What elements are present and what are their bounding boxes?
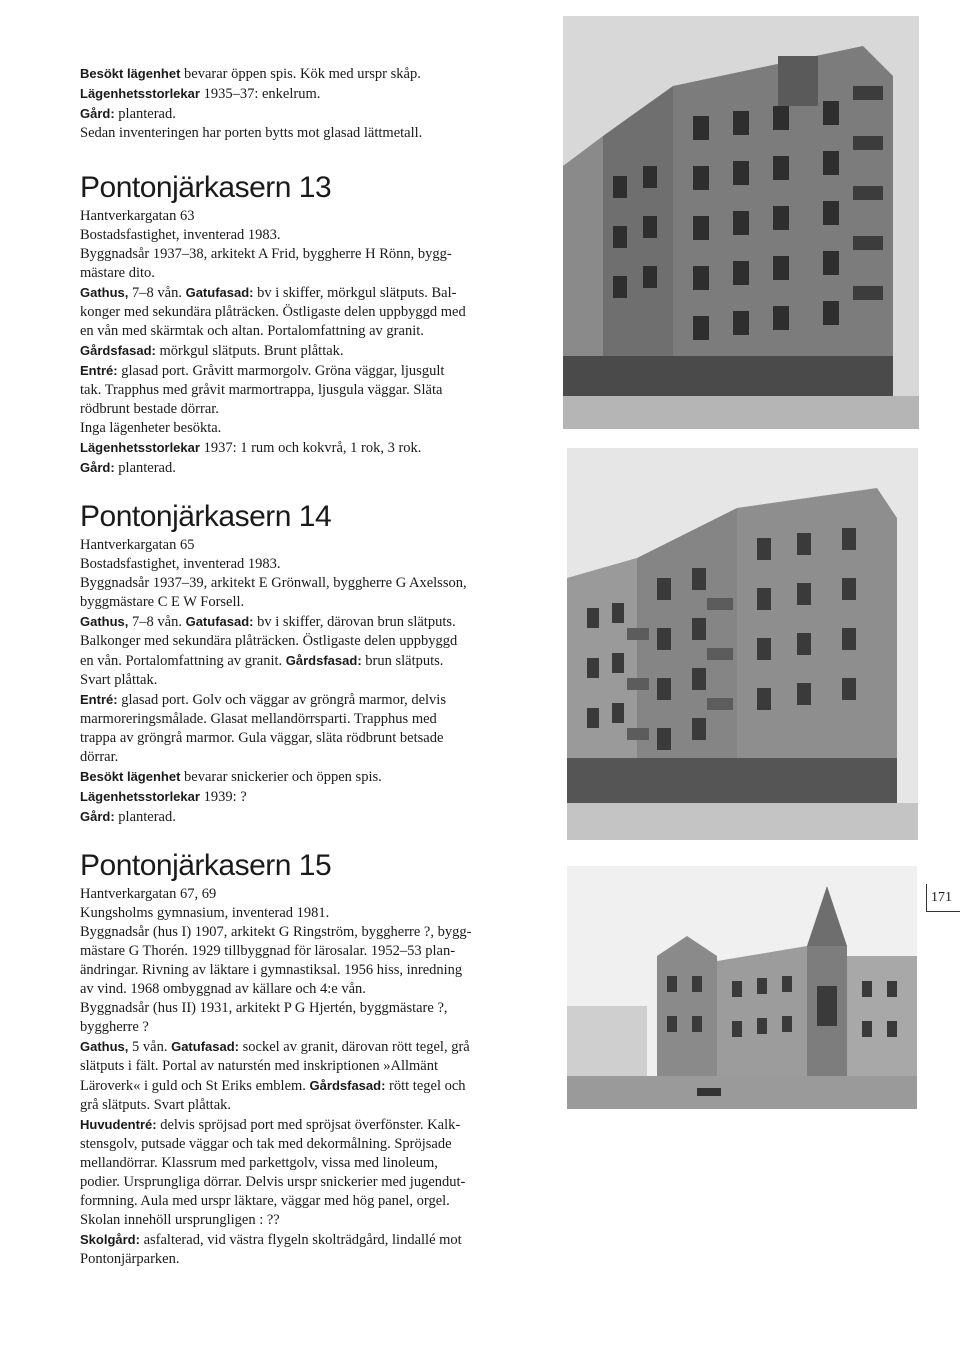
text-line (80, 961, 515, 980)
field-text: mästare G Thorén. 1929 tillbyggnad för lärosalar. 1952–53 plan- (80, 943, 456, 959)
text-line (80, 64, 515, 84)
intro-section (80, 64, 515, 143)
text-line (80, 419, 515, 438)
field-text: bv i skiffer, därovan brun slätputs. (253, 614, 456, 630)
field-text: Skolan innehöll ursprungligen : ?? (80, 1212, 280, 1228)
text-line (80, 1250, 515, 1269)
page-number: 171 (926, 884, 960, 912)
text-line (80, 264, 515, 283)
field-text: 5 vån. (128, 1039, 172, 1055)
field-text: marmoreringsmålade. Glasat mellandörrsparti. Trapphus med (80, 711, 437, 727)
text-line (80, 671, 515, 690)
field-text: bevarar snickerier och öppen spis. (180, 769, 382, 785)
field-label: Gårdsfasad: (309, 1078, 386, 1093)
field-text: dörrar. (80, 749, 119, 765)
text-line (80, 400, 515, 419)
field-text: Byggnadsår (hus I) 1907, arkitekt G Ringström, byggherre ?, bygg- (80, 924, 472, 940)
field-label: Lägenhetsstorlekar (80, 440, 200, 455)
text-line (80, 555, 515, 574)
field-text: trappa av gröngrå marmor. Gula väggar, släta rödbrunt betsade (80, 730, 444, 746)
field-text: Byggnadsår (hus II) 1931, arkitekt P G Hjertén, byggmästare ?, (80, 1000, 448, 1016)
field-text: mellandörrar. Klassrum med parkettgolv, vissa med linoleum, (80, 1155, 438, 1171)
field-label: Gård: (80, 106, 115, 121)
text-line (80, 1057, 515, 1076)
text-line (80, 1115, 515, 1135)
text-line (80, 904, 515, 923)
text-line (80, 787, 515, 807)
text-line (80, 1018, 515, 1037)
text-line (80, 84, 515, 104)
text-line (80, 690, 515, 710)
field-label: Besökt lägenhet (80, 66, 181, 81)
field-label: Skolgård: (80, 1232, 140, 1247)
field-text: planterad. (114, 106, 176, 122)
entry-pontonjarkasern-15 (80, 849, 515, 1269)
field-label: Gathus, (80, 1039, 129, 1054)
text-line (80, 574, 515, 593)
field-text: stensgolv, putsade väggar och tak med dekormålning. Spröjsade (80, 1136, 452, 1152)
field-label: Lägenhetsstorlekar (80, 789, 200, 804)
text-line (80, 923, 515, 942)
field-label: Gathus, (80, 614, 129, 629)
text-line (80, 612, 515, 632)
photo-pontonjarkasern-14 (567, 448, 918, 840)
field-label: Besökt lägenhet (80, 769, 181, 784)
text-line (80, 245, 515, 264)
text-line (80, 729, 515, 748)
field-text: Byggnadsår 1937–39, arkitekt E Grönwall, byggherre G Axelsson, (80, 575, 467, 591)
field-label: Entré: (80, 692, 118, 707)
text-line (80, 341, 515, 361)
text-line (80, 807, 515, 827)
field-label: Huvudentré: (80, 1117, 157, 1132)
entry-title: Pontonjärkasern 13 (80, 171, 332, 204)
field-label: Gatufasad: (185, 285, 254, 300)
text-line (80, 767, 515, 787)
text-line (80, 322, 515, 341)
text-line (80, 632, 515, 651)
field-text: slätputs i fält. Portal av naturstén med inskriptionen »Allmänt (80, 1058, 439, 1074)
field-text: tak. Trapphus med gråvit marmortrappa, ljusgula väggar. Släta (80, 382, 443, 398)
field-text: rödbrunt bestade dörrar. (80, 401, 219, 417)
text-line (80, 1096, 515, 1115)
field-label: Gård: (80, 809, 115, 824)
field-text: en vån. Portalomfattning av granit. (80, 653, 286, 669)
text-line (80, 1211, 515, 1230)
field-text: mörkgul slätputs. Brunt plåttak. (155, 343, 344, 359)
text-line (80, 999, 515, 1018)
text-line (80, 104, 515, 124)
field-text: byggmästare C E W Forsell. (80, 594, 245, 610)
field-text: bevarar öppen spis. Kök med urspr skåp. (180, 66, 421, 82)
field-text: av vind. 1968 ombyggnad av källare och 4:e vån. (80, 981, 366, 997)
field-text: formning. Aula med urspr läktare, väggar med hög panel, orgel. (80, 1193, 450, 1209)
field-text: Byggnadsår 1937–38, arkitekt A Frid, byggherre H Rönn, bygg- (80, 246, 452, 262)
field-label: Gård: (80, 460, 115, 475)
field-text: Sedan inventeringen har porten bytts mot glasad lättmetall. (80, 125, 423, 141)
field-text: rött tegel och (385, 1078, 466, 1094)
field-text: podier. Ursprungliga dörrar. Delvis urspr snickerier med jugendut- (80, 1174, 466, 1190)
text-line (80, 438, 515, 458)
field-text: 7–8 vån. (128, 285, 186, 301)
field-text: Kungsholms gymnasium, inventerad 1981. (80, 905, 330, 921)
entry-pontonjarkasern-14 (80, 500, 515, 827)
field-text: 1937: 1 rum och kokvrå, 1 rok, 3 rok. (199, 440, 422, 456)
field-text: 1935–37: enkelrum. (199, 86, 321, 102)
field-text: Hantverkargatan 65 (80, 537, 195, 553)
field-text: Läroverk« i guld och St Eriks emblem. (80, 1078, 310, 1094)
text-line (80, 748, 515, 767)
field-text: Balkonger med sekundära plåträcken. Östligaste delen uppbyggd (80, 633, 458, 649)
text-line (80, 1037, 515, 1057)
text-line (80, 1076, 515, 1096)
photo-pontonjarkasern-13 (563, 16, 919, 429)
field-text: Pontonjärparken. (80, 1251, 180, 1267)
field-text: Hantverkargatan 67, 69 (80, 886, 217, 902)
field-label: Gårdsfasad: (285, 653, 362, 668)
field-label: Entré: (80, 363, 118, 378)
field-label: Gårdsfasad: (80, 343, 156, 358)
field-text: Inga lägenheter besökta. (80, 420, 222, 436)
text-line (80, 536, 515, 555)
text-line (80, 1154, 515, 1173)
field-text: konger med sekundära plåträcken. Östligaste delen uppbyggd med (80, 304, 466, 320)
text-line (80, 593, 515, 612)
text-line (80, 1192, 515, 1211)
text-line (80, 942, 515, 961)
text-line (80, 283, 515, 303)
text-line (80, 1135, 515, 1154)
field-text: planterad. (114, 809, 176, 825)
field-label: Gatufasad: (171, 1039, 239, 1054)
field-text: grå slätputs. Svart plåttak. (80, 1097, 232, 1113)
field-text: bv i skiffer, mörkgul slätputs. Bal- (253, 285, 457, 301)
entry-title: Pontonjärkasern 15 (80, 849, 332, 882)
field-text: sockel av granit, därovan rött tegel, grå (239, 1039, 470, 1055)
photo-pontonjarkasern-15 (567, 866, 917, 1109)
text-line (80, 381, 515, 400)
text-line (80, 361, 515, 381)
text-line (80, 458, 515, 478)
field-text: byggherre ? (80, 1019, 149, 1035)
text-line (80, 710, 515, 729)
field-text: planterad. (114, 460, 176, 476)
field-text: glasad port. Golv och väggar av gröngrå marmor, delvis (117, 692, 446, 708)
field-text: Svart plåttak. (80, 672, 158, 688)
text-line (80, 226, 515, 245)
field-text: mästare dito. (80, 265, 155, 281)
field-label: Gatufasad: (185, 614, 254, 629)
field-text: asfalterad, vid västra flygeln skolträdgård, lindallé mot (139, 1232, 462, 1248)
field-text: Bostadsfastighet, inventerad 1983. (80, 227, 281, 243)
field-text: delvis spröjsad port med spröjsat överfönster. Kalk- (156, 1117, 461, 1133)
text-line (80, 885, 515, 904)
field-label: Gathus, (80, 285, 129, 300)
field-text: 1939: ? (199, 789, 247, 805)
field-text: brun slätputs. (361, 653, 444, 669)
entry-title: Pontonjärkasern 14 (80, 500, 332, 533)
text-line (80, 1230, 515, 1250)
field-text: en vån med skärmtak och altan. Portalomfattning av granit. (80, 323, 424, 339)
text-line (80, 207, 515, 226)
text-line (80, 124, 515, 143)
field-text: glasad port. Gråvitt marmorgolv. Gröna väggar, ljusgult (117, 363, 445, 379)
entry-pontonjarkasern-13 (80, 171, 515, 478)
text-line (80, 980, 515, 999)
text-line (80, 1173, 515, 1192)
field-text: Hantverkargatan 63 (80, 208, 195, 224)
field-text: 7–8 vån. (128, 614, 186, 630)
text-line (80, 303, 515, 322)
field-text: Bostadsfastighet, inventerad 1983. (80, 556, 281, 572)
field-label: Lägenhetsstorlekar (80, 86, 200, 101)
text-line (80, 651, 515, 671)
field-text: ändringar. Rivning av läktare i gymnastiksal. 1956 hiss, inredning (80, 962, 463, 978)
